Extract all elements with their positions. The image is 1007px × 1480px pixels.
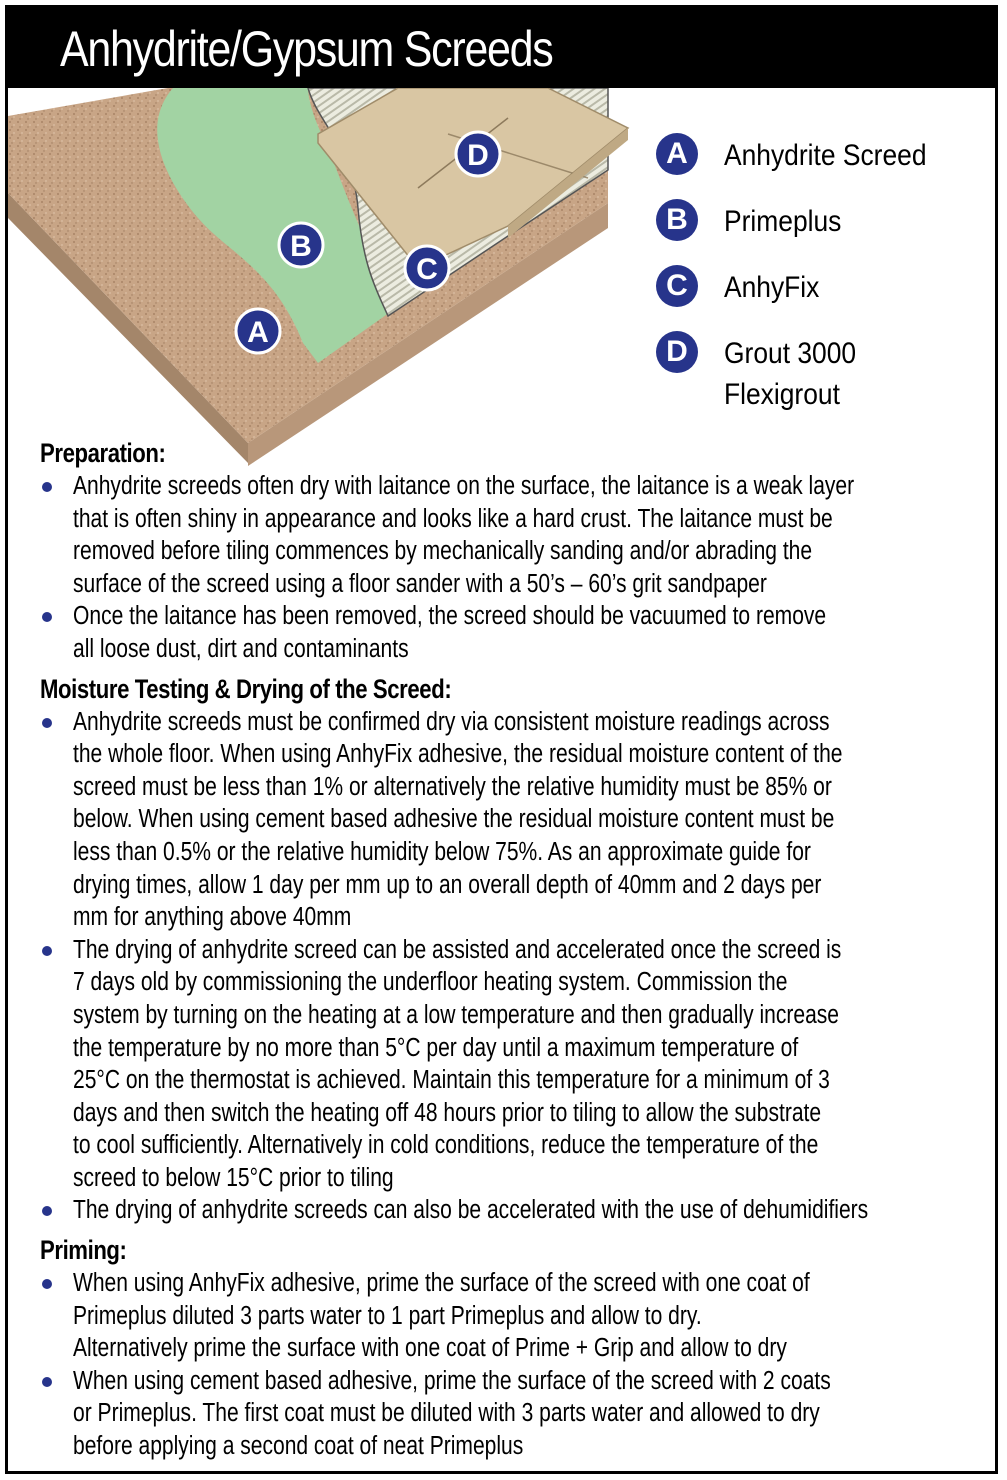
text-line: 7 days old by commissioning the underfloor heating system. Commission the (73, 968, 788, 997)
list-item-text (73, 1365, 981, 1463)
content (40, 436, 1000, 1469)
text-line: days and then switch the heating off 48 hours prior to tiling to allow the substrate (73, 1098, 822, 1127)
list-item (40, 1365, 1000, 1463)
text-line: removed before tiling commences by mechanically sanding and/or abrading the (73, 537, 813, 566)
text-line: the whole floor. When using AnhyFix adhesive, the residual moisture content of the (73, 740, 843, 769)
list-item (40, 1267, 1000, 1365)
marker-D (456, 132, 500, 176)
marker-C (405, 246, 449, 290)
list-item (40, 706, 1000, 934)
legend-item (653, 199, 983, 265)
list-item-text (73, 600, 981, 665)
list-item (40, 1194, 1000, 1227)
list-item (40, 934, 1000, 1195)
bullet-icon (42, 1377, 52, 1387)
marker-A (236, 309, 280, 353)
document-frame (5, 5, 998, 1474)
bullet-icon (42, 718, 52, 728)
text-line: less than 0.5% or the relative humidity below 75%. As an approximate guide for (73, 837, 811, 866)
text-line: screed to below 15°C prior to tiling (73, 1163, 394, 1192)
text-line: the temperature by no more than 5°C per day until a maximum temperature of (73, 1033, 799, 1062)
legend-label: Primeplus (724, 205, 842, 238)
text-line: mm for anything above 40mm (73, 903, 352, 932)
text-line: before applying a second coat of neat Primeplus (73, 1432, 524, 1461)
list-item (40, 600, 1000, 665)
bullet-list (40, 470, 1000, 666)
text-line: Anhydrite screeds must be confirmed dry via consistent moisture readings across (73, 707, 830, 736)
text-line: The drying of anhydrite screed can be assisted and accelerated once the screed is (73, 935, 842, 964)
bullet-icon (42, 1206, 52, 1216)
svg-text:D: D (467, 139, 489, 172)
text-line: When using AnhyFix adhesive, prime the surface of the screed with one coat of (73, 1269, 810, 1298)
page-title: Anhydrite/Gypsum Screeds (60, 21, 553, 77)
badge-c-icon: C (656, 265, 698, 307)
list-item-text (73, 1267, 981, 1365)
text-line: surface of the screed using a floor sander with a 50’s – 60’s grit sandpaper (73, 569, 767, 598)
bullet-icon (42, 612, 52, 622)
bullet-icon (42, 946, 52, 956)
legend-label-line2: Flexigrout (724, 378, 840, 411)
list-item (40, 470, 1000, 600)
legend-label: Grout 3000 (724, 337, 857, 370)
text-line: screed must be less than 1% or alternatively the relative humidity must be 85% or (73, 772, 832, 801)
badge-b-icon: B (656, 199, 698, 241)
text-line: Once the laitance has been removed, the screed should be vacuumed to remove (73, 602, 827, 631)
floor-layers-illustration (8, 88, 648, 468)
text-line: drying times, allow 1 day per mm up to an overall depth of 40mm and 2 days per (73, 870, 822, 899)
list-item-text (73, 470, 981, 600)
text-line: or Primeplus. The first coat must be diluted with 3 parts water and allowed to dry (73, 1399, 820, 1428)
bullet-icon (42, 1279, 52, 1289)
svg-text:B: B (290, 230, 312, 263)
bullet-icon (42, 482, 52, 492)
list-item-text (73, 706, 981, 934)
section-heading: Preparation: (40, 438, 166, 468)
list-item-text (73, 934, 981, 1195)
badge-d-icon: D (656, 331, 698, 373)
text-line: 25°C on the thermostat is achieved. Maintain this temperature for a minimum of 3 (73, 1066, 830, 1095)
text-line: The drying of anhydrite screeds can also be accelerated with the use of dehumidifiers (73, 1196, 869, 1225)
legend-label: AnhyFix (724, 271, 820, 304)
list-item-text (73, 1194, 981, 1227)
text-line: Anhydrite screeds often dry with laitance on the surface, the laitance is a weak layer (73, 472, 855, 500)
bullet-list (40, 706, 1000, 1228)
legend-item (653, 331, 983, 421)
section-heading: Priming: (40, 1235, 127, 1266)
text-line: Alternatively prime the surface with one coat of Prime + Grip and allow to dry (73, 1334, 787, 1363)
legend-item (653, 265, 983, 331)
bullet-list (40, 1267, 1000, 1463)
text-line: to cool sufficiently. Alternatively in cold conditions, reduce the temperature of the (73, 1131, 819, 1160)
legend (653, 133, 983, 421)
title-bar (8, 8, 995, 88)
svg-text:A: A (247, 316, 269, 349)
text-line: Primeplus diluted 3 parts water to 1 part Primeplus and allow to dry. (73, 1301, 702, 1330)
text-line: below. When using cement based adhesive the residual moisture content must be (73, 805, 835, 834)
marker-B (279, 223, 323, 267)
text-line: that is often shiny in appearance and looks like a hard crust. The laitance must be (73, 504, 833, 533)
text-line: When using cement based adhesive, prime the surface of the screed with 2 coats (73, 1366, 831, 1395)
svg-text:C: C (416, 253, 438, 286)
legend-item (653, 133, 983, 199)
legend-label: Anhydrite Screed (724, 139, 927, 172)
badge-a-icon: A (656, 133, 698, 175)
section-heading: Moisture Testing & Drying of the Screed: (40, 673, 452, 704)
text-line: system by turning on the heating at a low temperature and then gradually increase (73, 1000, 839, 1029)
text-line: all loose dust, dirt and contaminants (73, 634, 409, 663)
